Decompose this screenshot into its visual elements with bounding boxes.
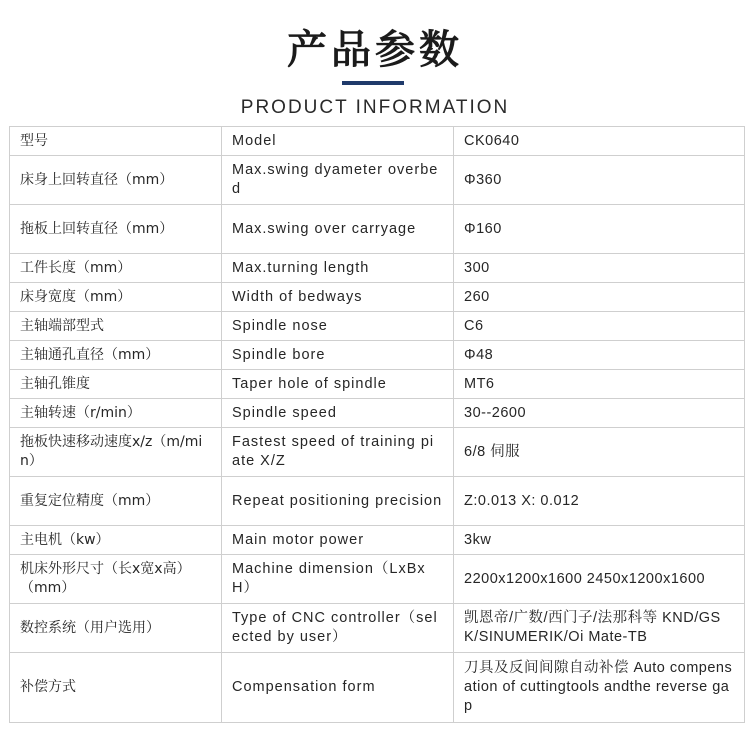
- spec-value: 30--2600: [454, 399, 745, 428]
- spec-name-cn: 主轴转速（r/min）: [10, 399, 222, 428]
- spec-name-cn: 主轴通孔直径（mm）: [10, 341, 222, 370]
- spec-name-cn: 型号: [10, 127, 222, 156]
- spec-name-cn: 床身上回转直径（mm）: [10, 156, 222, 205]
- page-title: 产品参数: [287, 27, 463, 73]
- table-row: [10, 526, 745, 555]
- spec-value: Z:0.013 X: 0.012: [454, 477, 745, 526]
- spec-name-cn: 主轴端部型式: [10, 312, 222, 341]
- spec-name-cn: 主轴孔锥度: [10, 370, 222, 399]
- spec-name-cn: 主电机（kw）: [10, 526, 222, 555]
- spec-value: 凯恩帝/广数/西门子/法那科等 KND/GSK/SINUMERIK/Oi Mate-TB: [454, 604, 745, 653]
- spec-name-cn: 补偿方式: [10, 653, 222, 723]
- spec-name-en: Compensation form: [222, 653, 454, 723]
- spec-value: C6: [454, 312, 745, 341]
- spec-name-en: Max.swing dyameter overbed: [222, 156, 454, 205]
- spec-value: 260: [454, 283, 745, 312]
- spec-name-en: Taper hole of spindle: [222, 370, 454, 399]
- spec-name-en: Width of bedways: [222, 283, 454, 312]
- spec-name-en: Spindle bore: [222, 341, 454, 370]
- spec-value: 2200x1200x1600 2450x1200x1600: [454, 555, 745, 604]
- spec-name-en: Machine dimension（LxBxH）: [222, 555, 454, 604]
- title-underline: [342, 81, 404, 85]
- spec-name-en: Main motor power: [222, 526, 454, 555]
- table-row: [10, 477, 745, 526]
- table-row: [10, 653, 745, 723]
- table-row: [10, 156, 745, 205]
- spec-name-cn: 机床外形尺寸（长x宽x高）（mm）: [10, 555, 222, 604]
- spec-name-cn: 拖板上回转直径（mm）: [10, 205, 222, 254]
- spec-name-en: Type of CNC controller（selected by user）: [222, 604, 454, 653]
- spec-name-cn: 数控系统（用户选用）: [10, 604, 222, 653]
- table-row: [10, 127, 745, 156]
- spec-name-en: Max.turning length: [222, 254, 454, 283]
- spec-value: MT6: [454, 370, 745, 399]
- table-row: [10, 555, 745, 604]
- spec-name-cn: 重复定位精度（mm）: [10, 477, 222, 526]
- table-row: [10, 370, 745, 399]
- spec-value: 6/8 伺服: [454, 428, 745, 477]
- spec-name-en: Spindle nose: [222, 312, 454, 341]
- table-row: [10, 604, 745, 653]
- table-row: [10, 283, 745, 312]
- spec-value: Φ360: [454, 156, 745, 205]
- spec-name-cn: 工件长度（mm）: [10, 254, 222, 283]
- spec-value: CK0640: [454, 127, 745, 156]
- table-row: [10, 312, 745, 341]
- table-row: [10, 254, 745, 283]
- table-row: [10, 399, 745, 428]
- page-subtitle: PRODUCT INFORMATION: [240, 97, 510, 118]
- spec-value: Φ160: [454, 205, 745, 254]
- spec-name-en: Max.swing over carryage: [222, 205, 454, 254]
- spec-table: [9, 126, 745, 723]
- spec-value: 300: [454, 254, 745, 283]
- spec-name-cn: 拖板快速移动速度x/z（m/min）: [10, 428, 222, 477]
- spec-value: 刀具及反间间隙自动补偿 Auto compensation of cuttingtools andthe reverse gap: [454, 653, 745, 723]
- spec-name-en: Spindle speed: [222, 399, 454, 428]
- table-row: [10, 341, 745, 370]
- spec-name-cn: 床身宽度（mm）: [10, 283, 222, 312]
- spec-name-en: Model: [222, 127, 454, 156]
- spec-value: 3kw: [454, 526, 745, 555]
- table-row: [10, 428, 745, 477]
- table-row: [10, 205, 745, 254]
- spec-name-en: Fastest speed of training piate X/Z: [222, 428, 454, 477]
- spec-value: Φ48: [454, 341, 745, 370]
- spec-name-en: Repeat positioning precision: [222, 477, 454, 526]
